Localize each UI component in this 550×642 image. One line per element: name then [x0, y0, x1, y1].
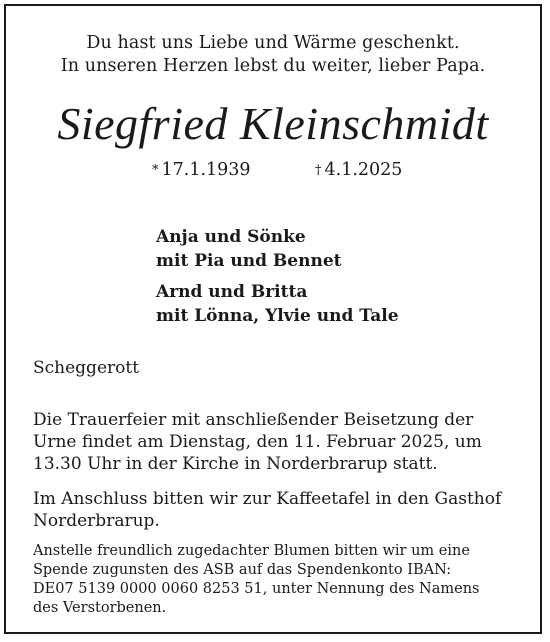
mourner-line: Anja und Sönke — [156, 227, 306, 247]
mourner-line: Arnd und Britta — [156, 282, 308, 302]
obituary-notice — [4, 4, 542, 634]
place: Scheggerott — [33, 358, 140, 378]
text-line: Die Trauerfeier mit anschließender Beisetzung der — [33, 410, 474, 430]
birth-date: 17.1.1939 — [161, 160, 251, 180]
birth-symbol: * — [152, 163, 159, 178]
death-date-line — [315, 159, 402, 181]
donation-note — [33, 542, 479, 618]
motto-line: In unseren Herzen lebst du weiter, lieber Papa. — [60, 56, 486, 76]
reception-paragraph — [33, 488, 501, 532]
text-line: des Verstorbenen. — [33, 600, 167, 616]
mourner-line: mit Lönna, Ylvie und Tale — [156, 306, 399, 326]
text-line: Norderbrarup. — [33, 511, 160, 531]
cross-symbol: † — [315, 163, 322, 178]
text-line: Anstelle freundlich zugedachter Blumen bitten wir um eine — [33, 543, 470, 559]
motto — [6, 32, 540, 78]
text-line: DE07 5139 0000 0060 8253 51, unter Nennung des Namens — [33, 581, 480, 597]
deceased-name: Siegfried Kleinschmidt — [57, 98, 489, 149]
text-line: 13.30 Uhr in der Kirche in Norderbrarup statt. — [33, 454, 438, 474]
birth-date-line — [152, 159, 251, 181]
motto-line: Du hast uns Liebe und Wärme geschenkt. — [86, 33, 460, 53]
mourner-line: mit Pia und Bennet — [156, 251, 342, 271]
text-line: Spende zugunsten des ASB auf das Spendenkonto IBAN: — [33, 562, 452, 578]
text-line: Im Anschluss bitten wir zur Kaffeetafel in den Gasthof — [33, 489, 502, 509]
mourners — [156, 225, 399, 335]
mourner-group — [156, 225, 399, 273]
mourner-group — [156, 280, 399, 328]
funeral-paragraph — [33, 409, 482, 475]
text-line: Urne findet am Dienstag, den 11. Februar 2025, um — [33, 432, 482, 452]
death-date: 4.1.2025 — [324, 160, 403, 180]
